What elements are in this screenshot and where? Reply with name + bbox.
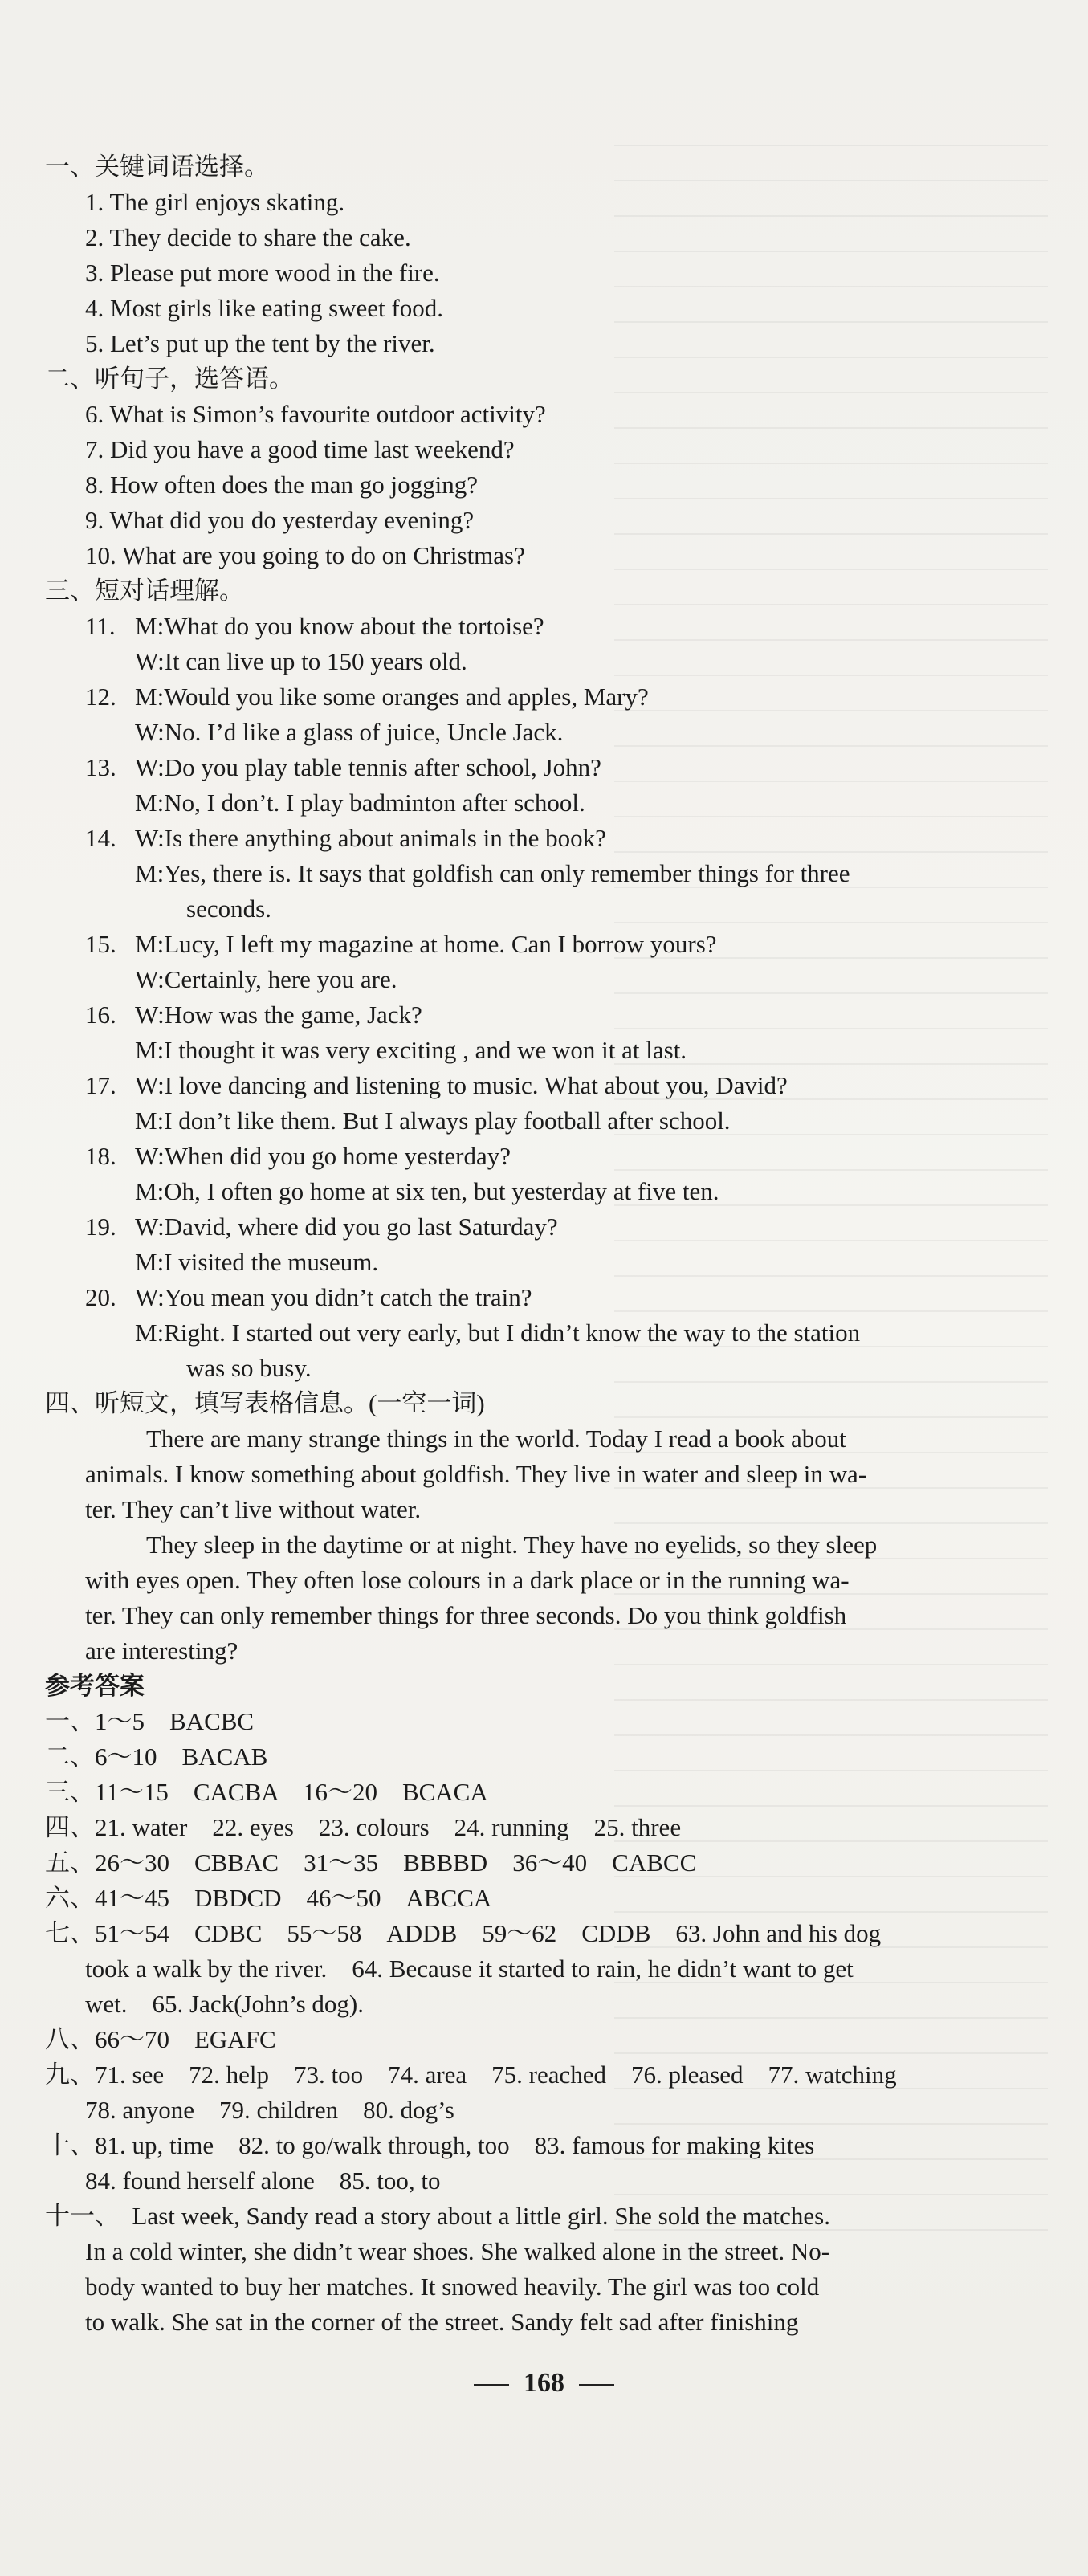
dialogue-line [45, 1351, 1043, 1386]
section-title-3: 三、短对话理解。 [45, 577, 244, 605]
dialogue-text: Certainly, here you are. [164, 965, 397, 993]
answer-line: 一、1～5 BACBC [45, 1707, 255, 1735]
dialogue-text: David, where did you go last Saturday? [164, 1213, 558, 1241]
list-item: 3. Please put more wood in the fire. [85, 259, 440, 287]
list-item: 8. How often does the man go jogging? [85, 471, 479, 499]
passage-line: animals. I know something about goldfish. They live in water and sleep in wa- [85, 1460, 867, 1488]
answers-title: 参考答案 [45, 1672, 145, 1700]
answer-line: to walk. She sat in the corner of the street. Sandy felt sad after finishing [85, 2308, 799, 2336]
speaker-label: M: [135, 1107, 165, 1135]
dialogue-line [45, 1139, 1043, 1174]
dialogue-text: I love dancing and listening to music. What about you, David? [164, 1071, 788, 1099]
answer-line: 二、6～10 BACAB [45, 1742, 268, 1771]
page-number: 168 [524, 2368, 564, 2398]
speaker-label: M: [135, 1319, 165, 1347]
answer-line: 五、26～30 CBBAC 31～35 BBBBD 36～40 CABCC [45, 1848, 697, 1877]
passage-line: There are many strange things in the world. Today I read a book about [146, 1425, 846, 1453]
dialogue-line [45, 679, 1043, 715]
dialogue-line [45, 821, 1043, 856]
question-number: 11. [85, 612, 116, 640]
dialogue-line [45, 609, 1043, 644]
dialogue-line [45, 856, 1043, 891]
question-number: 18. [85, 1142, 116, 1170]
answer-line: 84. found herself alone 85. too, to [85, 2166, 441, 2195]
list-item: 9. What did you do yesterday evening? [85, 506, 475, 534]
dialogue-text: I visited the museum. [164, 1248, 379, 1276]
dialogue-text: Lucy, I left my magazine at home. Can I borrow yours? [164, 930, 717, 958]
dialogue-line [45, 644, 1043, 679]
page-footer [0, 2366, 1088, 2401]
dialogue-line [45, 927, 1043, 962]
dialogue-list [45, 609, 1043, 1386]
dialogue-text: Oh, I often go home at six ten, but yesterday at five ten. [164, 1177, 719, 1205]
list-item: 1. The girl enjoys skating. [85, 188, 345, 216]
dialogue-line [45, 1068, 1043, 1103]
passage-line: with eyes open. They often lose colours in a dark place or in the running wa- [85, 1566, 850, 1594]
speaker-label: M: [135, 1248, 165, 1276]
list-item: 2. They decide to share the cake. [85, 223, 411, 251]
list-item: 10. What are you going to do on Christmas? [85, 541, 525, 569]
section-title-1: 一、关键词语选择。 [45, 153, 269, 181]
dialogue-text: Yes, there is. It says that goldfish can only remember things for three [164, 859, 850, 887]
speaker-label: W: [135, 753, 165, 781]
speaker-label: M: [135, 930, 165, 958]
dialogue-line [45, 715, 1043, 750]
speaker-label: W: [135, 647, 165, 675]
answer-line: 三、11～15 CACBA 16～20 BCACA [45, 1778, 488, 1806]
speaker-label: M: [135, 683, 165, 711]
speaker-label: W: [135, 718, 165, 746]
answer-line: body wanted to buy her matches. It snowed heavily. The girl was too cold [85, 2272, 820, 2301]
dialogue-line [45, 1033, 1043, 1068]
dialogue-text: seconds. [186, 895, 271, 923]
answer-line: 四、21. water 22. eyes 23. colours 24. running 25. three [45, 1813, 682, 1841]
question-number: 19. [85, 1213, 116, 1241]
dialogue-text: No. I’d like a glass of juice, Uncle Jack. [164, 718, 564, 746]
answer-line: 九、71. see 72. help 73. too 74. area 75. reached 76. pleased 77. watching [45, 2060, 897, 2089]
answer-line: wet. 65. Jack(John’s dog). [85, 1990, 364, 2018]
dialogue-text: I don’t like them. But I always play football after school. [164, 1107, 731, 1135]
dialogue-text: Is there anything about animals in the book? [164, 824, 606, 852]
speaker-label: W: [135, 824, 165, 852]
list-item: 5. Let’s put up the tent by the river. [85, 329, 435, 357]
dialogue-line [45, 750, 1043, 785]
dialogue-text: Right. I started out very early, but I didn’t know the way to the station [164, 1319, 861, 1347]
dialogue-text: Would you like some oranges and apples, Mary? [164, 683, 649, 711]
passage-line: are interesting? [85, 1636, 238, 1665]
question-number: 12. [85, 683, 116, 711]
question-number: 17. [85, 1071, 116, 1099]
dialogue-line [45, 891, 1043, 927]
question-number: 20. [85, 1283, 116, 1311]
answer-line: 八、66～70 EGAFC [45, 2025, 276, 2053]
dialogue-text: What do you know about the tortoise? [164, 612, 544, 640]
dialogue-line [45, 1315, 1043, 1351]
dialogue-text: You mean you didn’t catch the train? [164, 1283, 532, 1311]
answer-line: 六、41～45 DBDCD 46～50 ABCCA [45, 1884, 492, 1912]
question-number: 16. [85, 1001, 116, 1029]
dialogue-text: When did you go home yesterday? [164, 1142, 511, 1170]
speaker-label: M: [135, 612, 165, 640]
speaker-label: W: [135, 1001, 165, 1029]
speaker-label: W: [135, 965, 165, 993]
dialogue-text: I thought it was very exciting , and we won it at last. [164, 1036, 687, 1064]
answer-line: 78. anyone 79. children 80. dog’s [85, 2096, 454, 2124]
dialogue-line [45, 785, 1043, 821]
dialogue-text: No, I don’t. I play badminton after school. [164, 789, 585, 817]
dialogue-text: was so busy. [186, 1354, 312, 1382]
dialogue-line [45, 1245, 1043, 1280]
answer-line: 十一、 Last week, Sandy read a story about a little girl. She sold the matches. [45, 2202, 830, 2230]
dialogue-line [45, 1209, 1043, 1245]
list-item: 6. What is Simon’s favourite outdoor activity? [85, 400, 546, 428]
dialogue-line [45, 997, 1043, 1033]
dialogue-text: How was the game, Jack? [164, 1001, 422, 1029]
dialogue-text: Do you play table tennis after school, John? [164, 753, 601, 781]
section-title-2: 二、听句子，选答语。 [45, 365, 294, 393]
dialogue-line [45, 1280, 1043, 1315]
section-title-4: 四、听短文，填写表格信息。(一空一词) [45, 1389, 485, 1417]
speaker-label: W: [135, 1142, 165, 1170]
speaker-label: M: [135, 1036, 165, 1064]
list-item: 4. Most girls like eating sweet food. [85, 294, 443, 322]
passage-line: ter. They can only remember things for three seconds. Do you think goldfish [85, 1601, 847, 1629]
speaker-label: M: [135, 1177, 165, 1205]
answer-line: 十、81. up, time 82. to go/walk through, too 83. famous for making kites [45, 2131, 815, 2159]
speaker-label: W: [135, 1283, 165, 1311]
question-number: 13. [85, 753, 116, 781]
dialogue-line [45, 1103, 1043, 1139]
answer-line: 七、51～54 CDBC 55～58 ADDB 59～62 CDDB 63. John and his dog [45, 1919, 882, 1947]
question-number: 14. [85, 824, 116, 852]
question-number: 15. [85, 930, 116, 958]
footer-dash-right [579, 2384, 614, 2386]
footer-dash-left [474, 2384, 509, 2386]
dialogue-text: It can live up to 150 years old. [164, 647, 467, 675]
speaker-label: W: [135, 1213, 165, 1241]
dialogue-line [45, 1174, 1043, 1209]
passage-line: ter. They can’t live without water. [85, 1495, 422, 1523]
answer-line: In a cold winter, she didn’t wear shoes. She walked alone in the street. No- [85, 2237, 830, 2265]
speaker-label: M: [135, 859, 165, 887]
answer-line: took a walk by the river. 64. Because it started to rain, he didn’t want to get [85, 1954, 854, 1983]
list-item: 7. Did you have a good time last weekend? [85, 435, 515, 463]
dialogue-line [45, 962, 1043, 997]
speaker-label: M: [135, 789, 165, 817]
passage-line: They sleep in the daytime or at night. They have no eyelids, so they sleep [146, 1531, 878, 1559]
speaker-label: W: [135, 1071, 165, 1099]
